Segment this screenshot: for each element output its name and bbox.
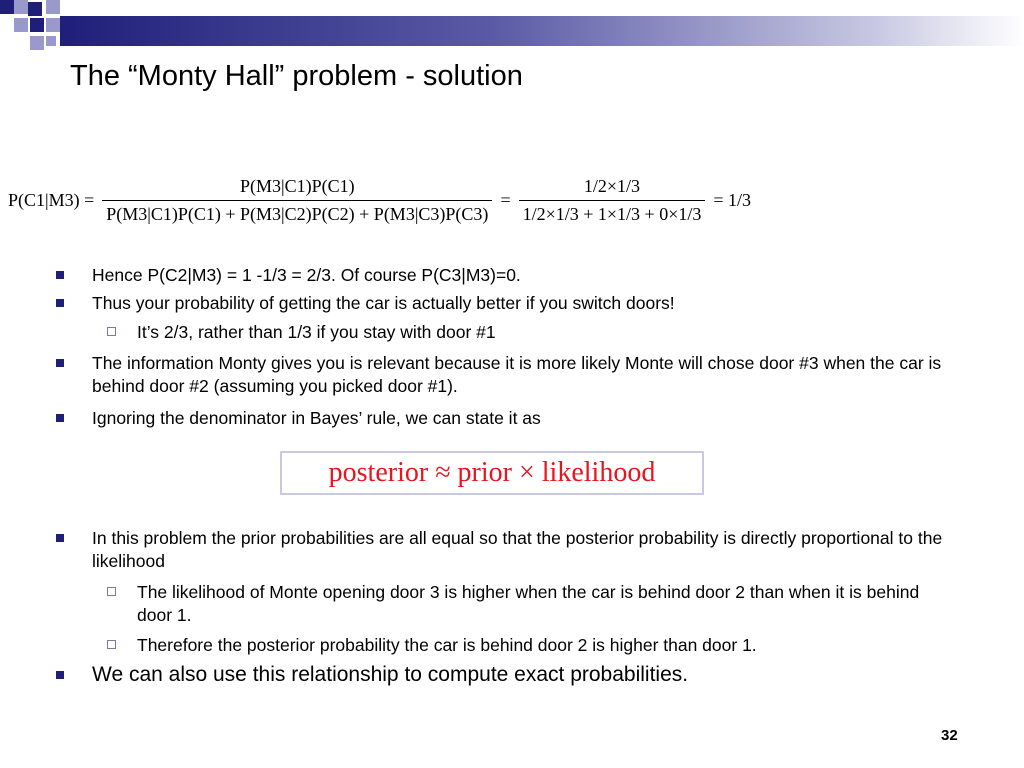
bullet-square-icon [56, 299, 64, 307]
bullet-item [92, 662, 972, 688]
bullet-text: Thus your probability of getting the car is actually better if you switch doors! [92, 293, 675, 313]
decor-square [46, 18, 60, 32]
bullet-square-icon [56, 671, 64, 679]
page-number: 32 [941, 727, 958, 744]
decor-square [0, 0, 14, 14]
equation-result: = 1/3 [713, 189, 752, 210]
equation-fraction-numeric [519, 176, 706, 225]
slide-title: The “Monty Hall” problem - solution [70, 60, 523, 92]
decor-square [14, 0, 28, 14]
sub-bullet-item [137, 581, 957, 627]
bullet-item [92, 352, 972, 398]
equation-lhs: P(C1|M3) = [8, 189, 95, 210]
fraction-denominator: P(M3|C1)P(C1) + P(M3|C2)P(C2) + P(M3|C3)P(C3) [102, 200, 492, 225]
sub-bullet-item [137, 634, 977, 657]
bullet-square-icon [56, 414, 64, 422]
bullet-text: Therefore the posterior probability the car is behind door 2 is higher than door 1. [137, 635, 757, 655]
hollow-square-icon [107, 327, 116, 336]
decor-square [14, 18, 28, 32]
fraction-numerator: 1/2×1/3 [583, 175, 641, 196]
bullet-text: Hence P(C2|M3) = 1 -1/3 = 2/3. Of course P(C3|M3)=0. [92, 265, 521, 285]
formula-box [280, 451, 704, 495]
bullet-item [92, 407, 972, 430]
decor-square [30, 18, 44, 32]
bullet-text: The likelihood of Monte opening door 3 is higher when the car is behind door 2 than when it is behind door 1. [137, 582, 920, 625]
bullet-item [92, 292, 972, 315]
bullet-text: Ignoring the denominator in Bayes’ rule, we can state it as [92, 408, 541, 428]
bullet-text: In this problem the prior probabilities are all equal so that the posterior probability is directly proportional to the likelihood [92, 528, 943, 571]
decor-square [46, 0, 60, 14]
fraction-numerator: P(M3|C1)P(C1) [240, 175, 355, 196]
decor-square [46, 36, 56, 46]
bullet-item [92, 527, 972, 573]
equals-sign: = [500, 189, 511, 210]
decor-square [30, 36, 44, 50]
bullet-square-icon [56, 271, 64, 279]
decor-square [28, 2, 42, 16]
bullet-square-icon [56, 359, 64, 367]
bullet-text: It’s 2/3, rather than 1/3 if you stay with door #1 [137, 322, 496, 342]
bullet-item [92, 264, 972, 287]
formula-text: posterior ≈ prior × likelihood [328, 457, 656, 488]
sub-bullet-item [137, 321, 977, 344]
bayes-equation [6, 172, 753, 228]
bullet-text: We can also use this relationship to compute exact probabilities. [92, 663, 689, 686]
hollow-square-icon [107, 587, 116, 596]
equation-fraction-general [102, 176, 492, 225]
hollow-square-icon [107, 640, 116, 649]
bullet-text: The information Monty gives you is relevant because it is more likely Monte will chose door #3 when the car is behind door #2 (assuming you picked door #1). [92, 353, 942, 396]
bullet-square-icon [56, 534, 64, 542]
fraction-denominator: 1/2×1/3 + 1×1/3 + 0×1/3 [519, 200, 706, 225]
title-bar [60, 16, 1024, 46]
